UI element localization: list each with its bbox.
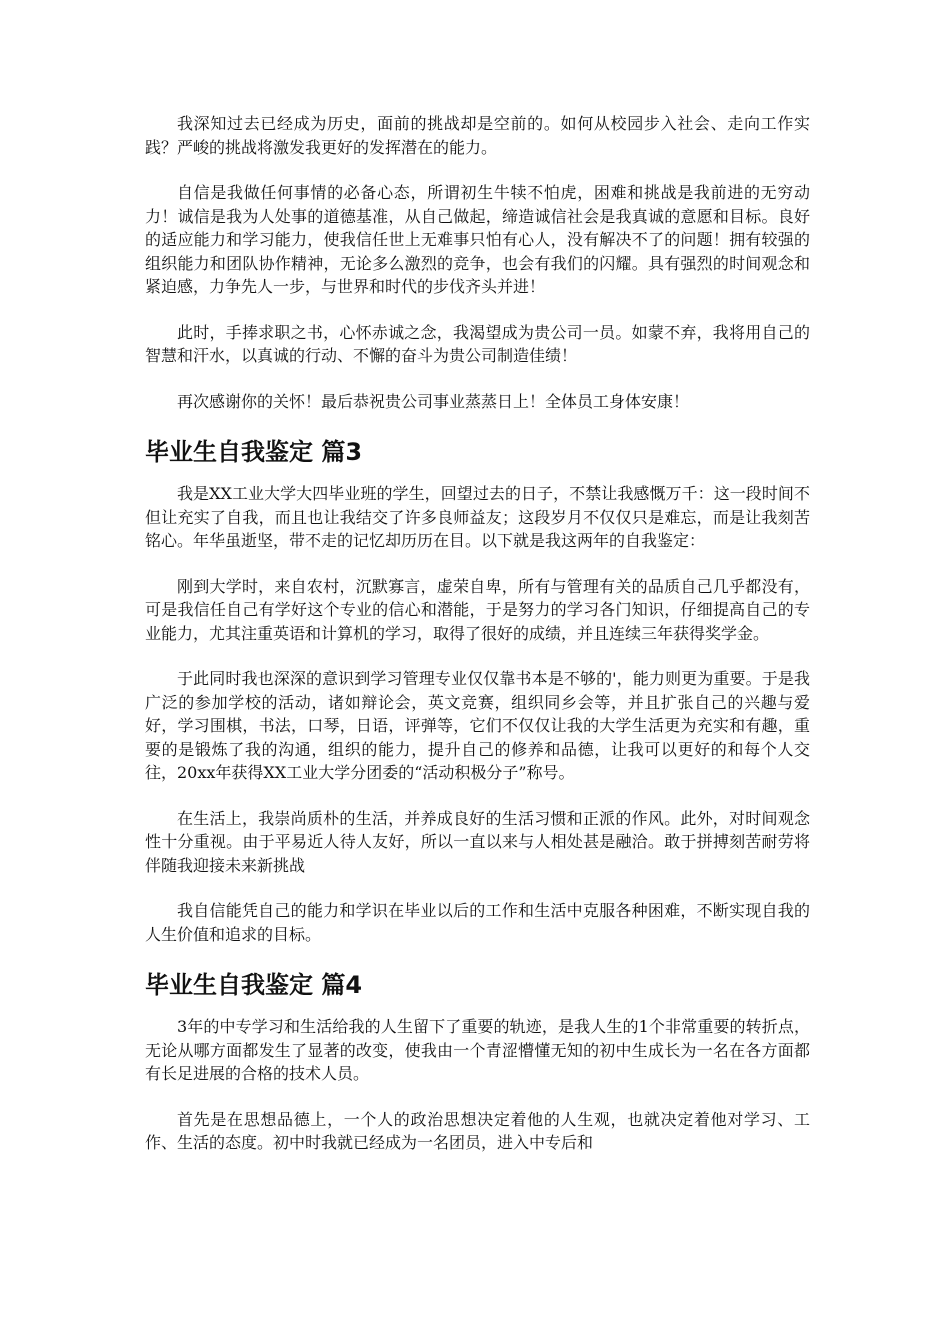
document-page — [145, 112, 810, 1177]
section-heading: 毕业生自我鉴定 篇4 — [145, 971, 363, 999]
section-heading: 毕业生自我鉴定 篇3 — [145, 438, 363, 466]
paragraph: 此时，手捧求职之书，心怀赤诚之念，我渴望成为贵公司一员。如蒙不弃，我将用自己的智慧和汗水，以真诚的行动、不懈的奋斗为贵公司制造佳绩！ — [145, 322, 810, 365]
paragraph: 我深知过去已经成为历史，面前的挑战却是空前的。如何从校园步入社会、走向工作实践？严峻的挑战将激发我更好的发挥潜在的能力。 — [145, 114, 810, 157]
paragraph: 我是XX工业大学大四毕业班的学生，回望过去的日子，不禁让我感慨万千：这一段时间不但让充实了自我，而且也让我结交了许多良师益友；这段岁月不仅仅只是难忘，而是让我刻苦铭心。年华虽逝坚，带不走的记忆却历历在目。以下就是我这两年的自我鉴定： — [145, 484, 810, 550]
paragraph: 刚到大学时，来自农村，沉默寡言，虚荣自卑，所有与管理有关的品质自己几乎都没有，可是我信任自己有学好这个专业的信心和潜能，于是努力的学习各门知识，仔细提高自己的专业能力，尤其注重英语和计算机的学习，取得了很好的成绩，并且连续三年获得奖学金。 — [145, 576, 810, 643]
paragraph: 于此同时我也深深的意识到学习管理专业仅仅靠书本是不够的'，能力则更为重要。于是我广泛的参加学校的活动，诸如辩论会，英文竞赛，组织同乡会等，并且扩张自己的兴趣与爱好，学习围棋，书法，口琴，日语，评弹等，它们不仅仅让我的大学生活更为充实和有趣，重要的是锻炼了我的沟通，组织的能力，提升自己的修养和品德，让我可以更好的和每个人交往，20xx年获得XX工业大学分团委的“活动积极分子”称号。 — [145, 669, 810, 782]
section-4 — [145, 968, 810, 1155]
paragraph: 3年的中专学习和生活给我的人生留下了重要的轨迹，是我人生的1个非常重要的转折点，无论从哪方面都发生了显著的改变，使我由一个青涩懵懂无知的初中生成长为一名在各方面都有长足进展的合格的技术人员。 — [145, 1017, 810, 1083]
paragraph: 自信是我做任何事情的必备心态，所谓初生牛犊不怕虎，困难和挑战是我前进的无穷动力！诚信是我为人处事的道德基准，从自己做起，缔造诚信社会是我真诚的意愿和目标。良好的适应能力和学习能力，使我信任世上无难事只怕有心人，没有解决不了的问题！拥有较强的组织能力和团队协作精神，无论多么激烈的竞争，也会有我们的闪耀。具有强烈的时间观念和紧迫感，力争先人一步，与世界和时代的步伐齐头并进！ — [145, 183, 810, 296]
section-3 — [145, 435, 810, 946]
paragraph: 再次感谢你的关怀！最后恭祝贵公司事业蒸蒸日上！全体员工身体安康！ — [177, 391, 690, 411]
intro-section — [145, 112, 810, 413]
paragraph: 在生活上，我崇尚质朴的生活，并养成良好的生活习惯和正派的作风。此外，对时间观念性十分重视。由于平易近人待人友好，所以一直以来与人相处甚是融洽。敢于拼搏刻苦耐劳将伴随我迎接未来新挑战 — [145, 808, 810, 875]
paragraph: 首先是在思想品德上，一个人的政治思想决定着他的人生观，也就决定着他对学习、工作、生活的态度。初中时我就已经成为一名团员，进入中专后和 — [145, 1109, 810, 1152]
paragraph: 我自信能凭自己的能力和学识在毕业以后的工作和生活中克服各种困难，不断实现自我的人生价值和追求的目标。 — [145, 901, 810, 944]
